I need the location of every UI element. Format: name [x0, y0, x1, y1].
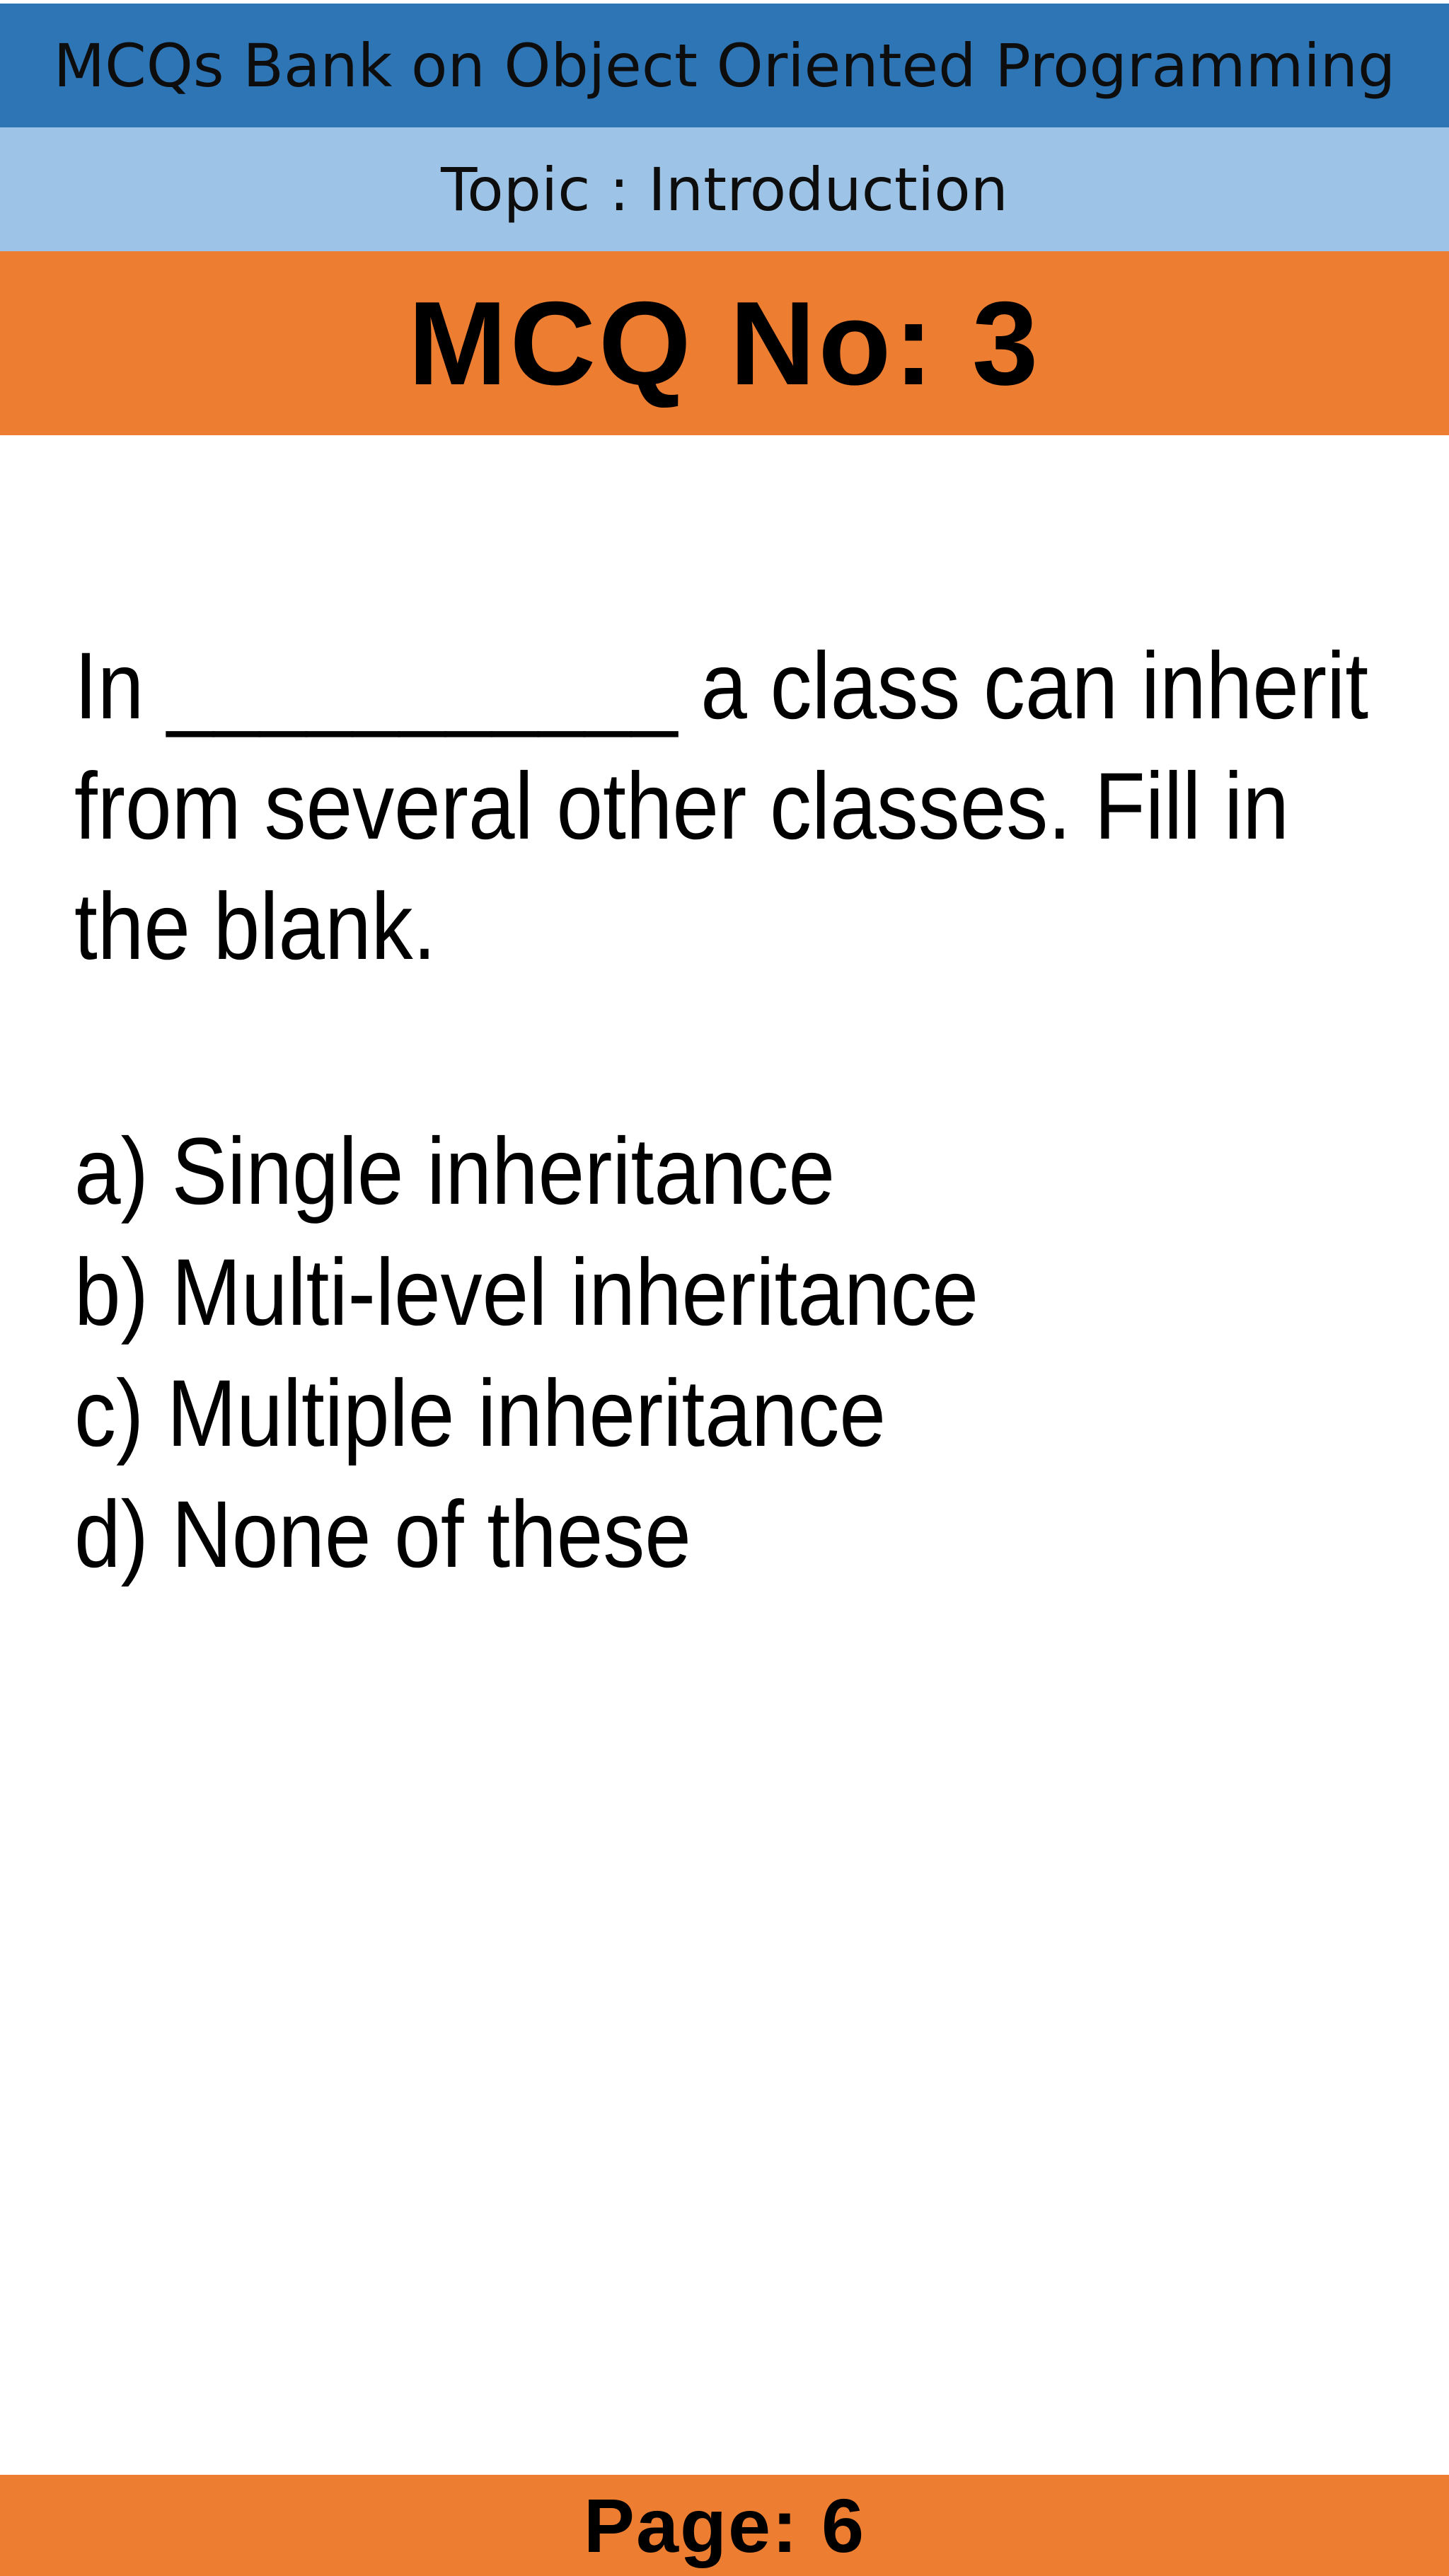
option-c: c) Multiple inheritance — [74, 1361, 886, 1466]
options-list — [74, 1111, 1102, 1595]
option-a: a) Single inheritance — [74, 1119, 836, 1224]
topic-label: Topic : Introduction — [0, 127, 1449, 251]
page-number: Page: 6 — [0, 2475, 1449, 2576]
bank-title: MCQs Bank on Object Oriented Programming — [0, 4, 1449, 127]
option-b: b) Multi-level inheritance — [74, 1240, 979, 1345]
mcq-number: MCQ No: 3 — [0, 251, 1449, 435]
question-text: In ___________ a class can inherit from several other classes. Fill in the blank. — [74, 633, 1369, 979]
question-block — [74, 626, 1404, 1587]
option-d: d) None of these — [74, 1482, 691, 1587]
